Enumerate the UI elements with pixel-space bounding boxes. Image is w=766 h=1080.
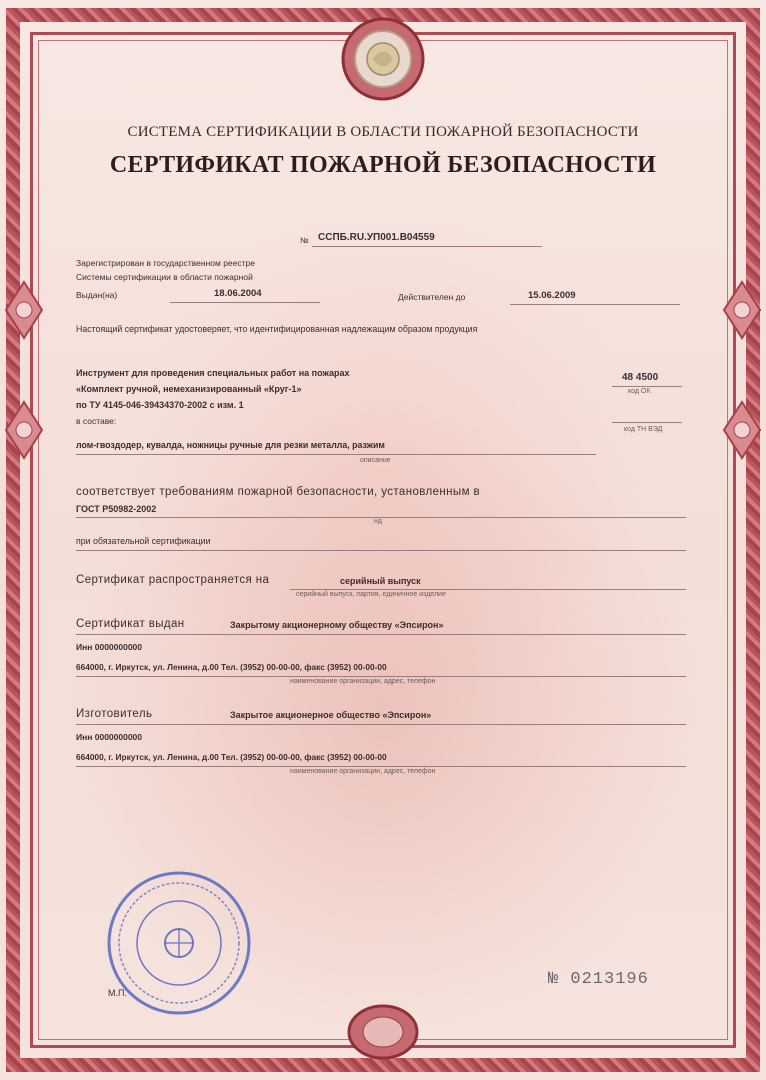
number-prefix: № — [300, 236, 309, 245]
hologram-emblem-icon — [340, 14, 426, 104]
valid-label: Действителен до — [398, 292, 466, 302]
issued-to-sub: наименование организации, адрес, телефон — [290, 678, 436, 685]
compliance-line-1: соответствует требованиям пожарной безопасности, установленным в — [76, 486, 480, 498]
scope-sub: серийный выпуск, партия, единичное изделие — [296, 591, 446, 598]
product-code-sub: код ОК — [628, 388, 651, 395]
manufacturer-value: Закрытое акционерное общество «Эпсирон» — [230, 710, 432, 720]
scope-label: Сертификат распространяется на — [76, 574, 270, 586]
issued-to-inn: Инн 0000000000 — [76, 642, 143, 652]
manufacturer-address-underline — [76, 766, 686, 767]
manufacturer-inn: Инн 0000000000 — [76, 732, 143, 742]
valid-date: 15.06.2009 — [528, 290, 576, 301]
right-ornament-lower-icon — [720, 400, 764, 460]
serial-number: № 0213196 — [548, 970, 649, 989]
issued-to-label: Сертификат выдан — [76, 618, 185, 630]
product-underline — [76, 454, 596, 455]
issued-to-value: Закрытому акционерному обществу «Эпсирон» — [230, 620, 444, 630]
product-line-1: Инструмент для проведения специальных работ на пожарах — [76, 368, 350, 378]
manufacturer-address: 664000, г. Иркутск, ул. Ленина, д.00 Тел. (3952) 00-00-00, факс (3952) 00-00-00 — [76, 752, 387, 762]
registry-line: Зарегистрирован в государственном реестре — [76, 258, 255, 268]
manufacturer-sub: наименование организации, адрес, телефон — [290, 768, 436, 775]
bottom-emblem-icon — [346, 1002, 420, 1062]
left-ornament-lower-icon — [2, 400, 46, 460]
certificate-title: СЕРТИФИКАТ ПОЖАРНОЙ БЕЗОПАСНОСТИ — [109, 152, 657, 178]
certificate-number: ССПБ.RU.УП001.В04559 — [318, 232, 435, 243]
compliance-line-3-underline — [76, 550, 686, 551]
scope-underline — [290, 589, 686, 590]
scope-value: серийный выпуск — [340, 576, 421, 586]
issued-label: Выдан(на) — [76, 290, 118, 300]
issued-to-underline — [76, 634, 686, 635]
system-title: СИСТЕМА СЕРТИФИКАЦИИ В ОБЛАСТИ ПОЖАРНОЙ БЕЗОПАСНОСТИ — [127, 124, 639, 140]
product-code2-underline — [612, 422, 682, 423]
statement-text: Настоящий сертификат удостоверяет, что идентифицированная надлежащим образом продукция — [76, 324, 478, 334]
number-underline — [312, 246, 542, 247]
manufacturer-label: Изготовитель — [76, 708, 153, 720]
product-line-2: «Комплект ручной, немеханизированный «Круг-1» — [76, 384, 302, 394]
issued-date: 18.06.2004 — [214, 288, 262, 299]
compliance-standard: ГОСТ Р50982-2002 — [76, 504, 157, 514]
left-ornament-upper-icon — [2, 280, 46, 340]
product-line-5: лом-гвоздодер, кувалда, ножницы ручные для резки металла, разжим — [76, 440, 385, 450]
issued-date-underline — [170, 302, 320, 303]
right-ornament-upper-icon — [720, 280, 764, 340]
organ-line: Системы сертификации в области пожарной — [76, 272, 253, 282]
manufacturer-underline — [76, 724, 686, 725]
product-code: 48 4500 — [622, 372, 659, 383]
product-line-3: по ТУ 4145-046-39434370-2002 с изм. 1 — [76, 400, 244, 410]
product-code-underline — [612, 386, 682, 387]
product-caption: описание — [360, 457, 391, 464]
product-line-4: в составе: — [76, 416, 117, 426]
issued-to-address: 664000, г. Иркутск, ул. Ленина, д.00 Тел. (3952) 00-00-00, факс (3952) 00-00-00 — [76, 662, 387, 672]
product-code2: код ТН ВЭД — [624, 426, 663, 433]
mp-label: М.П. — [108, 988, 127, 998]
valid-date-underline — [510, 304, 680, 305]
issued-to-address-underline — [76, 676, 686, 677]
compliance-line-3: при обязательной сертификации — [76, 536, 211, 546]
compliance-sub: нд — [374, 518, 382, 525]
